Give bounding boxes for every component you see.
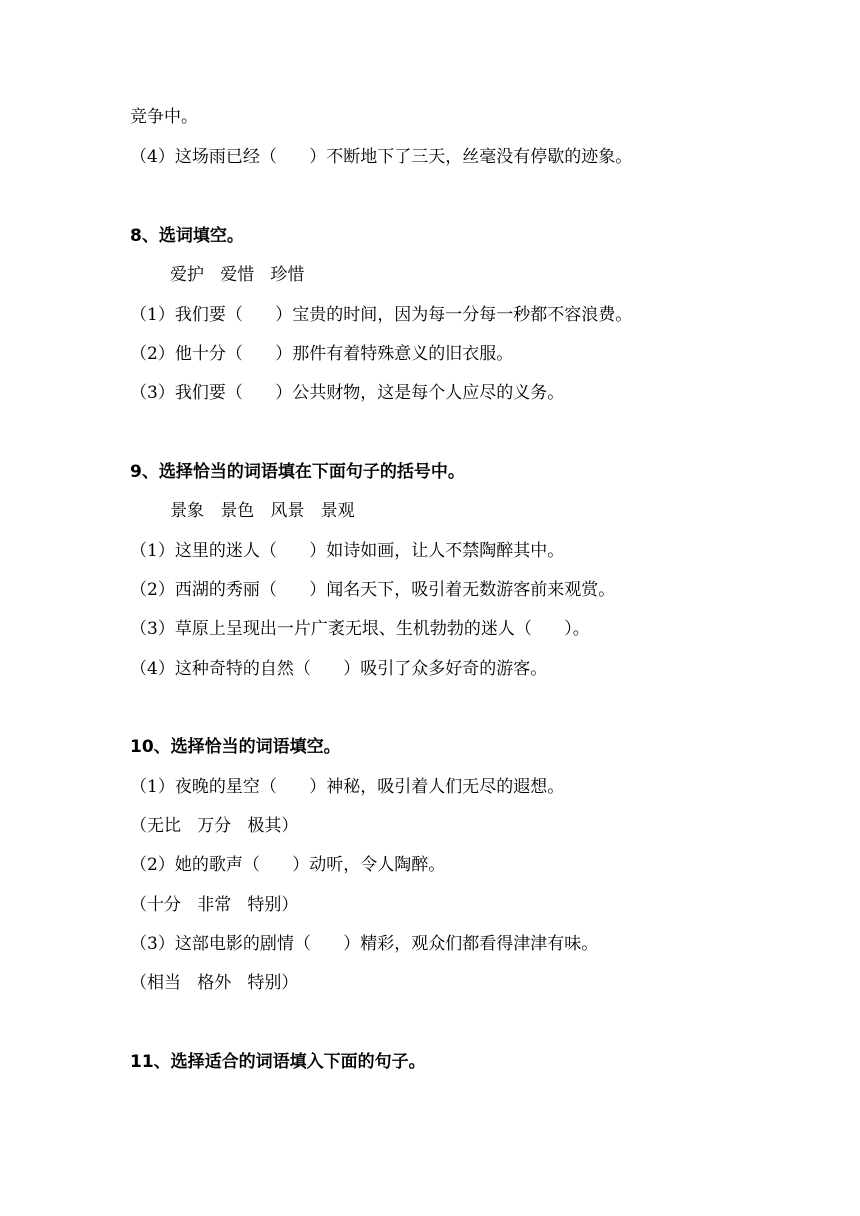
question-sentence: （3）我们要（ ）公共财物，这是每个人应尽的义务。: [130, 383, 565, 403]
word-options: （相当 格外 特别）: [130, 973, 299, 993]
word-options: （十分 非常 特别）: [130, 895, 299, 915]
text-line: 竞争中。: [130, 107, 198, 127]
question-sentence: （1）这里的迷人（ ）如诗如画，让人不禁陶醉其中。: [130, 541, 565, 561]
word-options: 景象 景色 风景 景观: [170, 501, 355, 521]
question-sentence: （2）西湖的秀丽（ ）闻名天下，吸引着无数游客前来观赏。: [130, 580, 616, 600]
question-heading: 10、选择恰当的词语填空。: [130, 737, 341, 757]
question-sentence: （3）草原上呈现出一片广袤无垠、生机勃勃的迷人（ ）。: [130, 619, 590, 639]
word-options: （无比 万分 极其）: [130, 816, 299, 836]
question-sentence: （1）夜晚的星空（ ）神秘，吸引着人们无尽的遐想。: [130, 777, 565, 797]
question-sentence: （4）这种奇特的自然（ ）吸引了众多好奇的游客。: [130, 659, 548, 679]
question-sentence: （2）他十分（ ）那件有着特殊意义的旧衣服。: [130, 344, 514, 364]
question-heading: 11、选择适合的词语填入下面的句子。: [130, 1052, 426, 1072]
question-sentence: （1）我们要（ ）宝贵的时间，因为每一分每一秒都不容浪费。: [130, 305, 633, 325]
question-sentence: （2）她的歌声（ ）动听，令人陶醉。: [130, 855, 446, 875]
question-heading: 9、选择恰当的词语填在下面句子的括号中。: [130, 462, 465, 482]
question-heading: 8、选词填空。: [130, 226, 244, 246]
question-sentence: （3）这部电影的剧情（ ）精彩，观众们都看得津津有味。: [130, 934, 599, 954]
word-options: 爱护 爱惜 珍惜: [170, 265, 305, 285]
question-sentence: （4）这场雨已经（ ）不断地下了三天，丝毫没有停歇的迹象。: [130, 147, 633, 167]
